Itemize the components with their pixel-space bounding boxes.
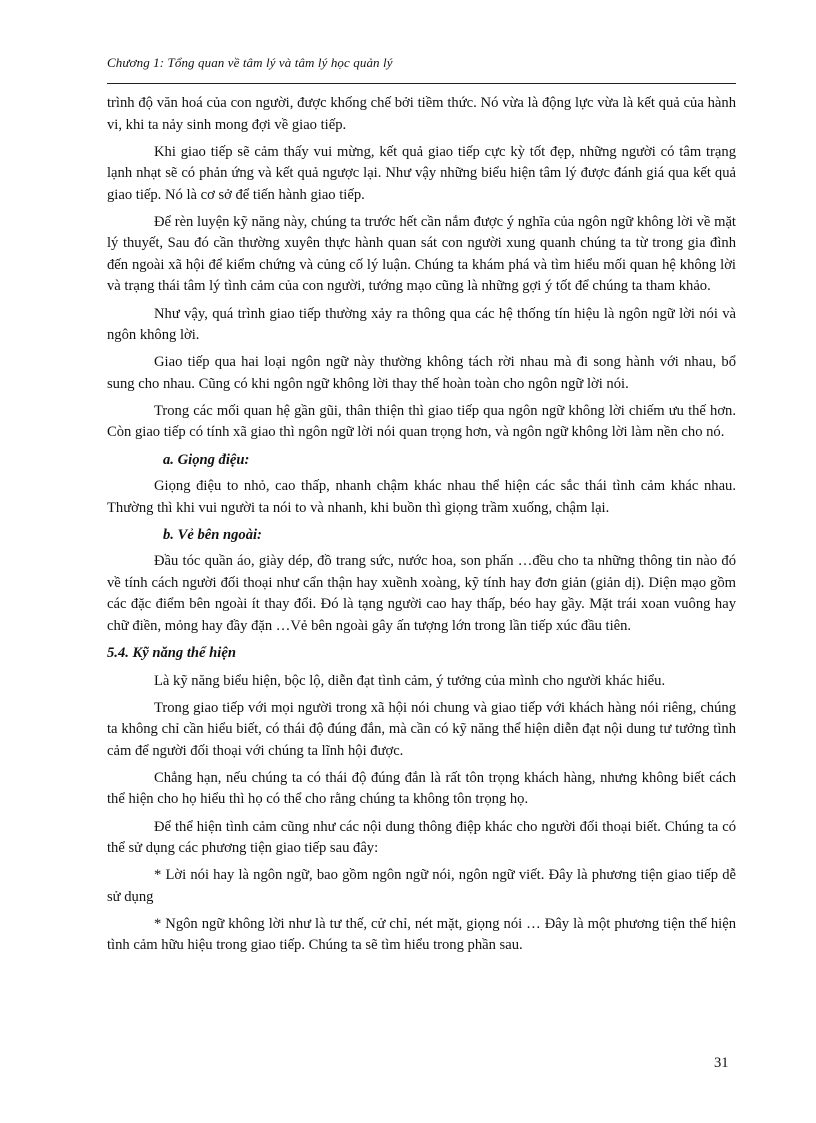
bullet-paragraph: * Lời nói hay là ngôn ngữ, bao gồm ngôn ngữ nói, ngôn ngữ viết. Đây là phương tiện giao tiếp dễ sử dụng [107,867,736,905]
paragraph: Giao tiếp qua hai loại ngôn ngữ này thường không tách rời nhau mà đi song hành với nhau, bổ sung cho nhau. Cũng có khi ngôn ngữ không lời thay thế hoàn toàn cho ngôn ngữ lời nói. [107,354,736,392]
paragraph: Giọng điệu to nhỏ, cao thấp, nhanh chậm khác nhau thể hiện các sắc thái tình cảm khác nhau. Thường thì khi vui người ta nói to và nhanh, khi buồn thì giọng trầm xuống, chậm lại. [107,478,736,516]
paragraph: Để thể hiện tình cảm cũng như các nội dung thông điệp khác cho người đối thoại biết. Chúng ta có thể sử dụng các phương tiện giao tiếp sau đây: [107,818,736,857]
paragraph-continuation: trình độ văn hoá của con người, được khống chế bởi tiềm thức. Nó vừa là động lực vừa là kết quả của hành vi, khi ta nảy sinh mong đợi về giao tiếp. [107,95,736,133]
paragraph: Đầu tóc quần áo, giày dép, đồ trang sức, nước hoa, son phấn …đều cho ta những thông tin nào đó về tính cách người đối thoại như cẩn thận hay xuềnh xoàng, kỹ tính hay đơn giản (giản dị). Diện mạo gồm các đặc điểm bên ngoài ít thay đổi. Đó là tạng người cao hay thấp, béo hay gầy. Mặt trái xoan vuông hay chữ điền, mỏng hay đầy đặn …Vẻ bên ngoài gây ấn tượng lớn trong lần tiếp xúc đầu tiên. [107,553,736,634]
subheading-ve-ben-ngoai: b. Vẻ bên ngoài: [163,526,262,543]
page-body [107,93,736,963]
header-divider [107,83,736,84]
subheading-giong-dieu: a. Giọng điệu: [163,451,250,468]
paragraph: Khi giao tiếp sẽ cảm thấy vui mừng, kết quả giao tiếp cực kỳ tốt đẹp, những người có tâm trạng lạnh nhạt sẽ có phản ứng và kết quả ngược lại. Như vậy những biểu hiện tâm lý được đánh giá qua kết quả giao tiếp. Nó là cơ sở để tiến hành giao tiếp. [107,143,736,203]
section-heading-5-4: 5.4. Kỹ năng thể hiện [107,645,236,661]
bullet-paragraph: * Ngôn ngữ không lời như là tư thế, cử chỉ, nét mặt, giọng nói … Đây là một phương tiện thể hiện tình cảm hữu hiệu trong giao tiếp. Chúng ta sẽ tìm hiểu trong phần sau. [107,915,736,954]
paragraph: Chẳng hạn, nếu chúng ta có thái độ đúng đắn là rất tôn trọng khách hàng, nhưng không biết cách thể hiện cho họ hiểu thì họ có thể cho rằng chúng ta không tôn trọng họ. [107,769,736,808]
paragraph: Để rèn luyện kỹ năng này, chúng ta trước hết cần nắm được ý nghĩa của ngôn ngữ không lời về mặt lý thuyết, Sau đó cần thường xuyên thực hành quan sát con người xung quanh chúng ta từ trong gia đình đến ngoài xã hội để kiểm chứng và củng cố lý luận. Chúng ta khám phá và tìm hiểu mối quan hệ không lời và trạng thái tâm lý tình cảm của con người, tướng mạo cũng là những gợi ý tốt để chúng ta tham khảo. [107,213,736,295]
page-number: 31 [714,1055,729,1071]
paragraph: Trong giao tiếp với mọi người trong xã hội nói chung và giao tiếp với khách hàng nói riêng, chúng ta không chỉ cần hiểu biết, có thái độ đúng đắn, mà cần có kỹ năng thể hiện diễn đạt nội dung tư tưởng tình cảm để người đối thoại với chúng ta lĩnh hội được. [107,699,736,759]
running-header: Chương 1: Tổng quan về tâm lý và tâm lý học quản lý [107,55,393,70]
paragraph: Là kỹ năng biểu hiện, bộc lộ, diễn đạt tình cảm, ý tưởng của mình cho người khác hiểu. [154,672,666,689]
paragraph: Như vậy, quá trình giao tiếp thường xảy ra thông qua các hệ thống tín hiệu là ngôn ngữ lời nói và ngôn không lời. [107,305,736,344]
paragraph: Trong các mối quan hệ gần gũi, thân thiện thì giao tiếp qua ngôn ngữ không lời chiếm ưu thế hơn. Còn giao tiếp có tính xã giao thì ngôn ngữ lời nói quan trọng hơn, và ngôn ngữ không lời làm nền cho nó. [107,402,736,441]
